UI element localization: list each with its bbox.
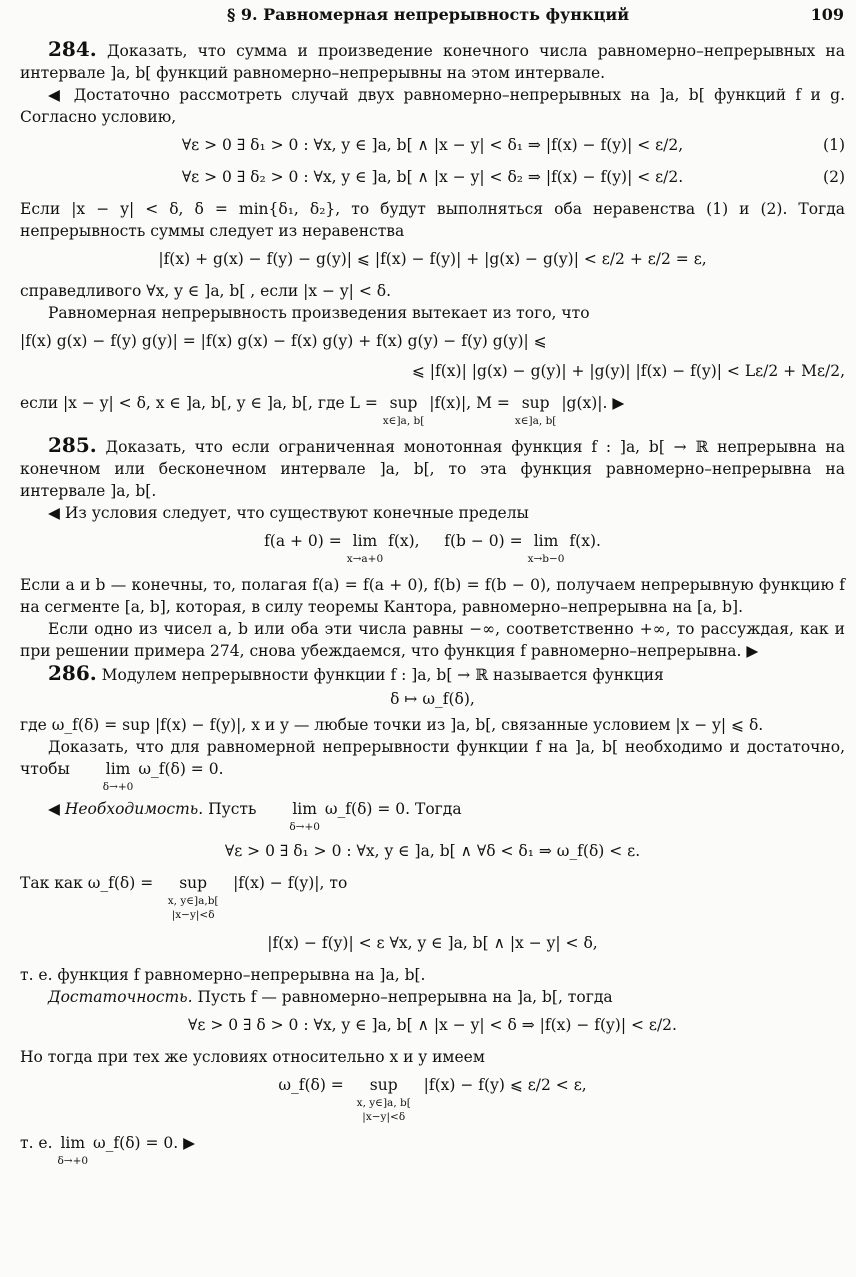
operator: lim bbox=[352, 532, 378, 550]
text-part: Пусть f — равномерно–непрерывна на ]a, b[, тогда bbox=[197, 988, 613, 1006]
problem-number: 285. bbox=[48, 433, 97, 457]
lim-operator bbox=[528, 530, 565, 566]
paragraph-lim bbox=[20, 736, 845, 794]
equation-text: ∀ε > 0 ∃ δ₂ > 0 : ∀x, y ∈ ]a, b[ ∧ |x − y| < δ₂ ⇒ |f(x) − f(y)| < ε/2. bbox=[181, 168, 684, 186]
operator-subscript: δ→+0 bbox=[57, 1155, 89, 1167]
equation-4b: ⩽ |f(x)| |g(x) − g(y)| + |g(y)| |f(x) − f(y)| < Lε/2 + Mε/2, bbox=[411, 362, 845, 380]
operator-subscript: x∈]a, b[ bbox=[514, 415, 557, 427]
equation-sufficiency: ∀ε > 0 ∃ δ > 0 : ∀x, y ∈ ]a, b[ ∧ |x − y| < δ ⇒ |f(x) − f(y)| < ε/2. bbox=[188, 1016, 677, 1034]
operator-subscript: x→a+0 bbox=[346, 553, 384, 565]
text-part: f(a + 0) = bbox=[264, 532, 342, 550]
operator-subscript: δ→+0 bbox=[102, 781, 134, 793]
statement-text: Доказать, что сумма и произведение конечного числа равномерно–непрерывных на интервале ]a, b[ функций равномерно–непрерывны на этом интервале. bbox=[20, 42, 845, 82]
problem-number: 286. bbox=[48, 661, 97, 685]
sufficiency-paragraph bbox=[20, 986, 845, 1008]
lim-operator bbox=[75, 758, 134, 794]
problem-285-statement bbox=[20, 434, 845, 502]
operator: sup bbox=[369, 1076, 398, 1094]
operator-subscript: x, y∈]a,b[ |x−y|<δ bbox=[167, 895, 219, 921]
modulus-map: δ ↦ ω_f(δ), bbox=[390, 690, 475, 708]
equation-1 bbox=[20, 134, 845, 158]
operator: lim bbox=[533, 532, 559, 550]
paragraph: Если a и b — конечны, то, полагая f(a) = f(a + 0), f(b) = f(b − 0), получаем непрерывную функцию f на сегменте [a, b], которая, в силу теоремы Кантора, равномерно–непрерывна на [a, b]. bbox=[20, 576, 845, 616]
equation-3: |f(x) + g(x) − f(y) − g(y)| ⩽ |f(x) − f(y)| + |g(x) − g(y)| < ε/2 + ε/2 = ε, bbox=[158, 250, 707, 268]
sufficiency-label: Достаточность. bbox=[48, 988, 193, 1006]
text-part: |f(x)|, M = bbox=[429, 394, 510, 412]
lim-operator bbox=[347, 530, 383, 566]
text-part: ω_f(δ) = 0. bbox=[138, 760, 224, 778]
equation-text: ∀ε > 0 ∃ δ₁ > 0 : ∀x, y ∈ ]a, b[ ∧ |x − y| < δ₁ ⇒ |f(x) − f(y)| < ε/2, bbox=[181, 136, 684, 154]
operator: sup bbox=[179, 874, 208, 892]
operator-subscript: x∈]a, b[ bbox=[382, 415, 425, 427]
necessity-label: ◀ Необходимость. bbox=[48, 800, 204, 818]
equation-number: (2) bbox=[823, 168, 845, 186]
equation-4a: |f(x) g(x) − f(y) g(y)| = |f(x) g(x) − f(x) g(y) + f(x) g(y) − f(y) g(y)| ⩽ bbox=[20, 332, 547, 350]
text-part: ω_f(δ) = bbox=[278, 1076, 344, 1094]
operator-subscript: x, y∈]a, b[ |x−y|<δ bbox=[356, 1097, 411, 1123]
section-title: § 9. Равномерная непрерывность функций bbox=[226, 5, 630, 24]
paragraph: Если одно из чисел a, b или оба эти числа равны −∞, соответственно +∞, то рассуждая, как и при решении примера 274, снова убеждаемся, что функция f равномерно–непрерывна. ▶ bbox=[20, 620, 845, 660]
lim-operator bbox=[57, 1132, 88, 1168]
text-part: ω_f(δ) = 0. Тогда bbox=[324, 800, 462, 818]
paragraph: справедливого ∀x, y ∈ ]a, b[ , если |x − y| < δ. bbox=[20, 282, 392, 300]
page-content bbox=[20, 38, 845, 1168]
text-part: Доказать, что для равномерной непрерывности функции f на ]a, b[ необходимо и достаточно, чтобы bbox=[20, 738, 845, 778]
paragraph: Если |x − y| < δ, δ = min{δ₁, δ₂}, то будут выполняться оба неравенства (1) и (2). Тогда непрерывность суммы следует из неравенства bbox=[20, 200, 845, 240]
sup-operator bbox=[515, 392, 557, 428]
proof-intro: ◀ Достаточно рассмотреть случай двух равномерно–непрерывных на ]a, b[ функций f и g. Согласно условию, bbox=[20, 86, 845, 126]
operator: sup bbox=[389, 394, 418, 412]
text-part: если |x − y| < δ, x ∈ ]a, b[, y ∈ ]a, b[, где L = bbox=[20, 394, 378, 412]
text-part: Так как ω_f(δ) = bbox=[20, 874, 154, 892]
sup-operator bbox=[349, 1074, 419, 1124]
sup-operator bbox=[383, 392, 425, 428]
lim-operator bbox=[261, 798, 320, 834]
paragraph-sup bbox=[20, 872, 845, 922]
necessity-paragraph bbox=[20, 798, 845, 834]
text-part: ω_f(δ) = 0. ▶ bbox=[93, 1134, 196, 1152]
conclusion-paragraph bbox=[20, 1132, 845, 1168]
statement-text: Доказать, что если ограниченная монотонная функция f : ]a, b[ → ℝ непрерывна на конечном или бесконечном интервале ]a, b[, то эта функция равномерно–непрерывна на интервале ]a, b[. bbox=[20, 438, 845, 500]
text-part: т. е. bbox=[20, 1134, 53, 1152]
operator: lim bbox=[60, 1134, 86, 1152]
equation-modulus bbox=[20, 1074, 845, 1124]
text-part: f(x). bbox=[569, 532, 601, 550]
text-part: |f(x) − f(y) ⩽ ε/2 < ε, bbox=[423, 1076, 587, 1094]
equation-bound: |f(x) − f(y)| < ε ∀x, y ∈ ]a, b[ ∧ |x − y| < δ, bbox=[267, 934, 598, 952]
text-part: |g(x)|. ▶ bbox=[561, 394, 625, 412]
problem-286-statement bbox=[20, 662, 845, 686]
equation-necessity: ∀ε > 0 ∃ δ₁ > 0 : ∀x, y ∈ ]a, b[ ∧ ∀δ < δ₁ ⇒ ω_f(δ) < ε. bbox=[224, 842, 641, 860]
proof-intro: ◀ Из условия следует, что существуют конечные пределы bbox=[48, 504, 529, 522]
operator-subscript: δ→+0 bbox=[289, 821, 320, 833]
operator-subscript: x→b−0 bbox=[527, 553, 565, 565]
paragraph: где ω_f(δ) = sup |f(x) − f(y)|, x и y — любые точки из ]a, b[, связанные условием |x − y| ⩽ δ. bbox=[20, 716, 764, 734]
page-header bbox=[0, 2, 856, 28]
operator: sup bbox=[521, 394, 550, 412]
equation-2 bbox=[20, 166, 845, 190]
page-number: 109 bbox=[810, 5, 844, 24]
text-part: f(x), f(b − 0) = bbox=[388, 532, 523, 550]
problem-284-statement bbox=[20, 38, 845, 84]
equation-number: (1) bbox=[823, 136, 845, 154]
sup-operator bbox=[158, 872, 228, 922]
paragraph-sup bbox=[20, 392, 845, 428]
text-part: Пусть bbox=[208, 800, 257, 818]
operator: lim bbox=[105, 760, 131, 778]
operator: lim bbox=[292, 800, 317, 818]
paragraph: Но тогда при тех же условиях относительно x и y имеем bbox=[20, 1048, 485, 1066]
paragraph: Равномерная непрерывность произведения вытекает из того, что bbox=[48, 304, 590, 322]
statement-text: Модулем непрерывности функции f : ]a, b[ → ℝ называется функция bbox=[101, 666, 664, 684]
problem-number: 284. bbox=[48, 37, 97, 61]
text-part: |f(x) − f(y)|, то bbox=[233, 874, 348, 892]
paragraph: т. е. функция f равномерно–непрерывна на ]a, b[. bbox=[20, 966, 426, 984]
limits-equation bbox=[20, 530, 845, 566]
